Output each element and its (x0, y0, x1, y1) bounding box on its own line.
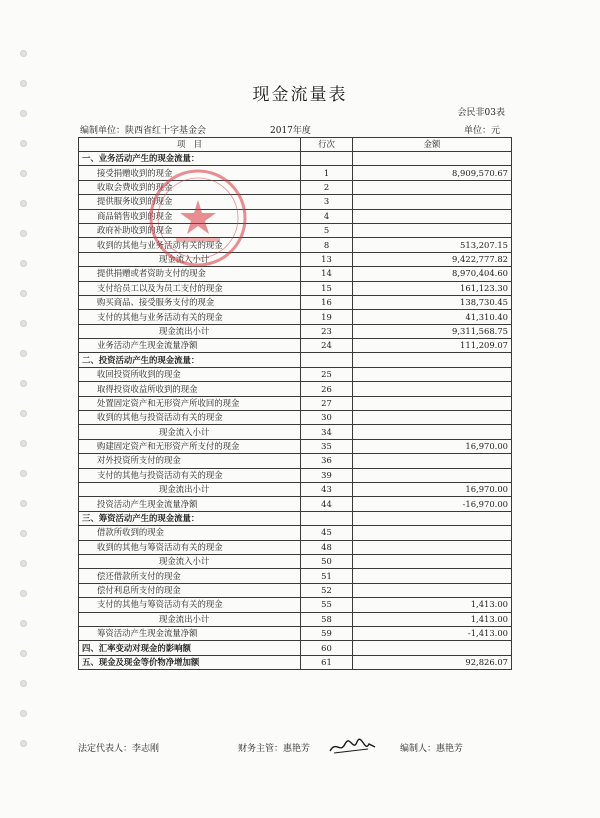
row-line-no: 15 (301, 281, 353, 295)
header-item: 项 目 (79, 138, 301, 152)
document-title: 现金流量表 (252, 85, 348, 105)
row-line-no: 24 (301, 339, 353, 353)
binder-hole (20, 200, 27, 207)
row-amount (353, 152, 512, 166)
row-line-no: 4 (301, 209, 353, 223)
form-code: 会民非03表 (457, 108, 505, 118)
row-item: 五、现金及现金等价物净增加额 (79, 655, 301, 669)
binder-hole (20, 410, 27, 417)
table-row (79, 540, 512, 554)
table-row (79, 180, 512, 194)
table-row (79, 281, 512, 295)
table-row (79, 367, 512, 381)
row-amount: 16,970.00 (353, 439, 512, 453)
binder-hole (20, 620, 27, 627)
table-header-row (79, 138, 512, 152)
row-item: 现金流出小计 (79, 324, 301, 338)
binder-hole (20, 590, 27, 597)
binder-hole (20, 350, 27, 357)
row-amount: 41,310.40 (353, 310, 512, 324)
document-meta (80, 123, 500, 136)
table-row (79, 152, 512, 166)
binder-hole (20, 680, 27, 687)
org-label: 编制单位：陕西省红十字基金会 (80, 126, 207, 136)
row-line-no: 55 (301, 598, 353, 612)
table-row (79, 353, 512, 367)
table-row (79, 626, 512, 640)
row-line-no: 26 (301, 382, 353, 396)
table-row (79, 482, 512, 496)
report-year: 2017年度 (270, 126, 311, 136)
row-amount: 161,123.30 (353, 281, 512, 295)
table-row (79, 324, 512, 338)
binder-hole (20, 560, 27, 567)
binder-hole (20, 740, 27, 747)
row-item: 支付的其他与筹资活动有关的现金 (79, 598, 301, 612)
row-item: 取得投资收益所收到的现金 (79, 382, 301, 396)
row-amount (353, 526, 512, 540)
table-row (79, 612, 512, 626)
binder-hole (20, 50, 27, 57)
binder-hole (20, 500, 27, 507)
row-line-no: 52 (301, 583, 353, 597)
header-amount: 金额 (353, 138, 512, 152)
handwritten-signature (328, 738, 378, 756)
row-amount (353, 353, 512, 367)
row-amount: 513,207.15 (353, 238, 512, 252)
row-item: 二、投资活动产生的现金流量： (79, 353, 301, 367)
row-item: 收回投资所收到的现金 (79, 367, 301, 381)
row-line-no: 19 (301, 310, 353, 324)
binder-hole (20, 440, 27, 447)
row-line-no (301, 152, 353, 166)
row-item: 现金流入小计 (79, 425, 301, 439)
header-line: 行次 (301, 138, 353, 152)
row-item: 购买商品、接受服务支付的现金 (79, 295, 301, 309)
row-item: 收取会费收到的现金 (79, 180, 301, 194)
row-item: 提供捐赠或者资助支付的现金 (79, 267, 301, 281)
row-item: 现金流出小计 (79, 612, 301, 626)
binder-hole (20, 290, 27, 297)
row-line-no: 25 (301, 367, 353, 381)
table-row (79, 310, 512, 324)
table-row (79, 295, 512, 309)
row-item: 现金流入小计 (79, 554, 301, 568)
binder-hole (20, 710, 27, 717)
row-line-no: 43 (301, 482, 353, 496)
currency-unit: 单位：元 (463, 126, 500, 136)
signature-footer (78, 738, 518, 756)
table-row (79, 267, 512, 281)
binder-hole (20, 650, 27, 657)
table-row (79, 468, 512, 482)
table-row (79, 166, 512, 180)
row-line-no: 1 (301, 166, 353, 180)
row-amount (353, 195, 512, 209)
table-row (79, 425, 512, 439)
row-line-no: 58 (301, 612, 353, 626)
table-row (79, 209, 512, 223)
row-item: 商品销售收到的现金 (79, 209, 301, 223)
finance-head: 财务主管：惠艳芳 (238, 743, 311, 754)
row-line-no: 35 (301, 439, 353, 453)
row-line-no: 5 (301, 223, 353, 237)
row-item: 偿付利息所支付的现金 (79, 583, 301, 597)
row-amount (353, 454, 512, 468)
row-line-no (301, 511, 353, 525)
row-amount: 9,422,777.82 (353, 252, 512, 266)
row-amount (353, 641, 512, 655)
row-amount: -16,970.00 (353, 497, 512, 511)
binder-hole (20, 110, 27, 117)
row-item: 购建固定资产和无形资产所支付的现金 (79, 439, 301, 453)
table-row (79, 554, 512, 568)
binder-hole (20, 140, 27, 147)
row-item: 偿还借款所支付的现金 (79, 569, 301, 583)
row-line-no: 14 (301, 267, 353, 281)
row-item: 四、汇率变动对现金的影响额 (79, 641, 301, 655)
row-amount (353, 411, 512, 425)
row-amount: 92,826.07 (353, 655, 512, 669)
table-row (79, 252, 512, 266)
row-amount (353, 569, 512, 583)
row-item: 收到的其他与业务活动有关的现金 (79, 238, 301, 252)
row-line-no: 48 (301, 540, 353, 554)
row-line-no: 30 (301, 411, 353, 425)
row-line-no: 51 (301, 569, 353, 583)
table-row (79, 382, 512, 396)
row-item: 处置固定资产和无形资产所收回的现金 (79, 396, 301, 410)
row-item: 对外投资所支付的现金 (79, 454, 301, 468)
row-item: 提供服务收到的现金 (79, 195, 301, 209)
row-item: 支付的其他与投资活动有关的现金 (79, 468, 301, 482)
row-amount (353, 382, 512, 396)
row-line-no: 39 (301, 468, 353, 482)
row-item: 现金流出小计 (79, 482, 301, 496)
table-row (79, 583, 512, 597)
row-line-no: 61 (301, 655, 353, 669)
row-item: 业务活动产生现金流量净额 (79, 339, 301, 353)
row-amount (353, 209, 512, 223)
row-line-no: 16 (301, 295, 353, 309)
row-item: 三、筹资活动产生的现金流量： (79, 511, 301, 525)
table-row (79, 396, 512, 410)
preparer: 编制人：惠艳芳 (400, 743, 464, 754)
row-amount: 1,413.00 (353, 612, 512, 626)
row-amount: 138,730.45 (353, 295, 512, 309)
row-amount (353, 223, 512, 237)
row-line-no: 8 (301, 238, 353, 252)
row-line-no: 23 (301, 324, 353, 338)
table-row (79, 511, 512, 525)
table-row (79, 339, 512, 353)
row-line-no: 60 (301, 641, 353, 655)
row-amount: 8,909,570.67 (353, 166, 512, 180)
row-amount (353, 396, 512, 410)
row-item: 支付给员工以及为员工支付的现金 (79, 281, 301, 295)
row-line-no: 36 (301, 454, 353, 468)
binder-holes (20, 50, 30, 770)
binder-hole (20, 380, 27, 387)
row-amount (353, 540, 512, 554)
row-item: 筹资活动产生现金流量净额 (79, 626, 301, 640)
row-amount: -1,413.00 (353, 626, 512, 640)
row-line-no: 44 (301, 497, 353, 511)
table-row (79, 598, 512, 612)
table-row (79, 454, 512, 468)
binder-hole (20, 170, 27, 177)
table-row (79, 641, 512, 655)
row-amount: 111,209.07 (353, 339, 512, 353)
table-row (79, 655, 512, 669)
table-row (79, 526, 512, 540)
row-item: 支付的其他与业务活动有关的现金 (79, 310, 301, 324)
binder-hole (20, 530, 27, 537)
row-amount (353, 468, 512, 482)
row-line-no (301, 353, 353, 367)
row-amount (353, 367, 512, 381)
row-item: 一、业务活动产生的现金流量： (79, 152, 301, 166)
table-row (79, 497, 512, 511)
legal-representative: 法定代表人：李志刚 (78, 743, 160, 754)
row-amount: 8,970,404.60 (353, 267, 512, 281)
row-item: 政府补助收到的现金 (79, 223, 301, 237)
binder-hole (20, 260, 27, 267)
row-amount: 9,311,568.75 (353, 324, 512, 338)
binder-hole (20, 230, 27, 237)
row-line-no: 45 (301, 526, 353, 540)
row-line-no: 13 (301, 252, 353, 266)
cash-flow-table (78, 137, 512, 670)
table-row (79, 195, 512, 209)
binder-hole (20, 320, 27, 327)
row-item: 收到的其他与投资活动有关的现金 (79, 411, 301, 425)
row-item: 收到的其他与筹资活动有关的现金 (79, 540, 301, 554)
binder-hole (20, 470, 27, 477)
table-row (79, 411, 512, 425)
row-line-no: 3 (301, 195, 353, 209)
row-item: 投资活动产生现金流量净额 (79, 497, 301, 511)
row-line-no: 2 (301, 180, 353, 194)
table-row (79, 238, 512, 252)
table-row (79, 223, 512, 237)
row-amount: 16,970.00 (353, 482, 512, 496)
row-amount: 1,413.00 (353, 598, 512, 612)
row-line-no: 59 (301, 626, 353, 640)
row-amount (353, 511, 512, 525)
row-line-no: 50 (301, 554, 353, 568)
row-line-no: 34 (301, 425, 353, 439)
row-line-no: 27 (301, 396, 353, 410)
row-item: 借款所收到的现金 (79, 526, 301, 540)
row-item: 现金流入小计 (79, 252, 301, 266)
table-row (79, 569, 512, 583)
row-item: 接受捐赠收到的现金 (79, 166, 301, 180)
row-amount (353, 583, 512, 597)
row-amount (353, 554, 512, 568)
row-amount (353, 180, 512, 194)
row-amount (353, 425, 512, 439)
table-row (79, 439, 512, 453)
